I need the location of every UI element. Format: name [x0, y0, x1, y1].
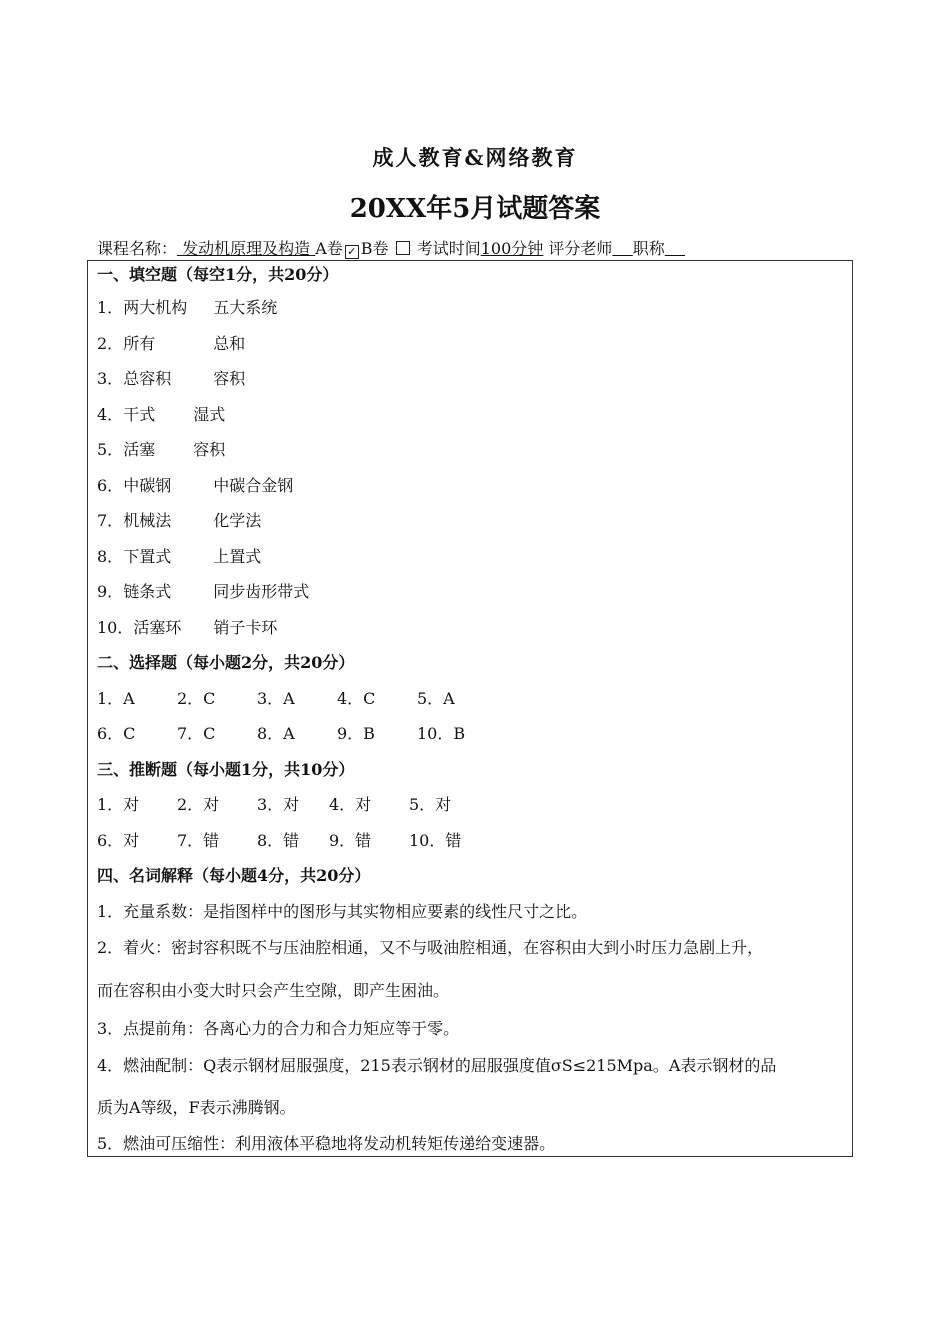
choice-answer: 2．C	[177, 688, 216, 708]
b-paper-label: B卷	[360, 239, 389, 258]
fill-item-2: 2．所有 总和	[97, 333, 246, 353]
section3-heading: 三、推断题（每小题1分，共10分）	[97, 759, 355, 779]
fill-item-6: 6．中碳钢 中碳合金钢	[97, 475, 294, 495]
judge-answer: 7．错	[177, 830, 220, 850]
term-item-3: 3．点提前角：各离心力的合力和合力矩应等于零。	[97, 1019, 460, 1038]
a-paper-label: A卷	[315, 239, 343, 258]
judge-answer: 8．错	[257, 830, 300, 850]
choice-answer: 4．C	[337, 688, 376, 708]
a-paper-checkbox[interactable]: ✓	[345, 245, 359, 259]
b-paper-checkbox[interactable]	[396, 241, 410, 255]
term-item-1: 1．充量系数：是指图样中的图形与其实物相应要素的线性尺寸之比。	[97, 901, 588, 921]
title-label: 职称	[632, 239, 665, 258]
judge-answer: 9．错	[329, 830, 372, 850]
choice-answer: 10．B	[417, 724, 466, 743]
judge-answer: 4．对	[329, 795, 372, 814]
fill-item-7: 7．机械法 化学法	[97, 511, 262, 530]
grader-label: 评分老师	[548, 239, 613, 258]
term-item-4: 4．燃油配制：Q表示钢材屈服强度，215表示钢材的屈服强度值σS≤215Mpa。A表示钢材的品	[97, 1056, 777, 1075]
term-item-2-cont: 而在容积由小变大时只会产生空隙，即产生困油。	[97, 981, 450, 1000]
fill-item-8: 8．下置式 上置式	[97, 546, 262, 566]
course-label: 课程名称：	[97, 239, 178, 258]
course-name: 发动机原理及构造	[182, 239, 311, 258]
choice-row-1	[97, 681, 847, 717]
judge-answer: 2．对	[177, 795, 220, 814]
fill-item-3: 3．总容积 容积	[97, 369, 246, 388]
fill-item-9: 9．链条式 同步齿形带式	[97, 582, 310, 601]
answer-content	[97, 264, 847, 1161]
term-item-2: 2．着火：密封容积既不与压油腔相通，又不与吸油腔相通，在容积由大到小时压力急剧上升，	[97, 938, 764, 957]
choice-answer: 1．A	[97, 688, 135, 708]
section2-heading: 二、选择题（每小题2分，共20分）	[97, 653, 355, 672]
choice-answer: 6．C	[97, 724, 136, 743]
section1-heading: 一、填空题（每空1分，共20分）	[97, 265, 339, 284]
term-item-4-cont: 质为A等级，F表示沸腾钢。	[97, 1098, 296, 1117]
choice-row-2	[97, 716, 847, 752]
judge-answer: 5．对	[409, 795, 452, 814]
judge-answer: 6．对	[97, 830, 140, 850]
title-blank	[665, 239, 685, 258]
choice-answer: 7．C	[177, 724, 216, 743]
exam-time-value: 100分钟	[480, 239, 544, 258]
fill-item-10: 10．活塞环 销子卡环	[97, 617, 278, 637]
term-item-5: 5．燃油可压缩性：利用液体平稳地将发动机转矩传递给变速器。	[97, 1134, 556, 1153]
fill-item-4: 4．干式 湿式	[97, 404, 226, 424]
choice-answer: 8．A	[257, 724, 295, 743]
judge-row-2	[97, 823, 847, 859]
choice-answer: 9．B	[337, 724, 375, 743]
judge-answer: 1．对	[97, 795, 140, 814]
grader-blank	[612, 239, 632, 258]
course-info-line	[97, 236, 857, 259]
choice-answer: 3．A	[257, 688, 295, 708]
fill-item-5: 5．活塞 容积	[97, 440, 226, 459]
section4-heading: 四、名词解释（每小题4分，共20分）	[97, 866, 371, 885]
choice-answer: 5．A	[417, 688, 455, 708]
org-heading: 成人教育&网络教育	[372, 145, 578, 170]
judge-answer: 10．错	[409, 830, 462, 850]
page-title: 20XX年5月试题答案	[349, 194, 601, 224]
judge-row-1	[97, 787, 847, 823]
exam-time-label: 考试时间	[416, 239, 481, 258]
judge-answer: 3．对	[257, 795, 300, 814]
fill-item-1: 1．两大机构 五大系统	[97, 298, 278, 317]
